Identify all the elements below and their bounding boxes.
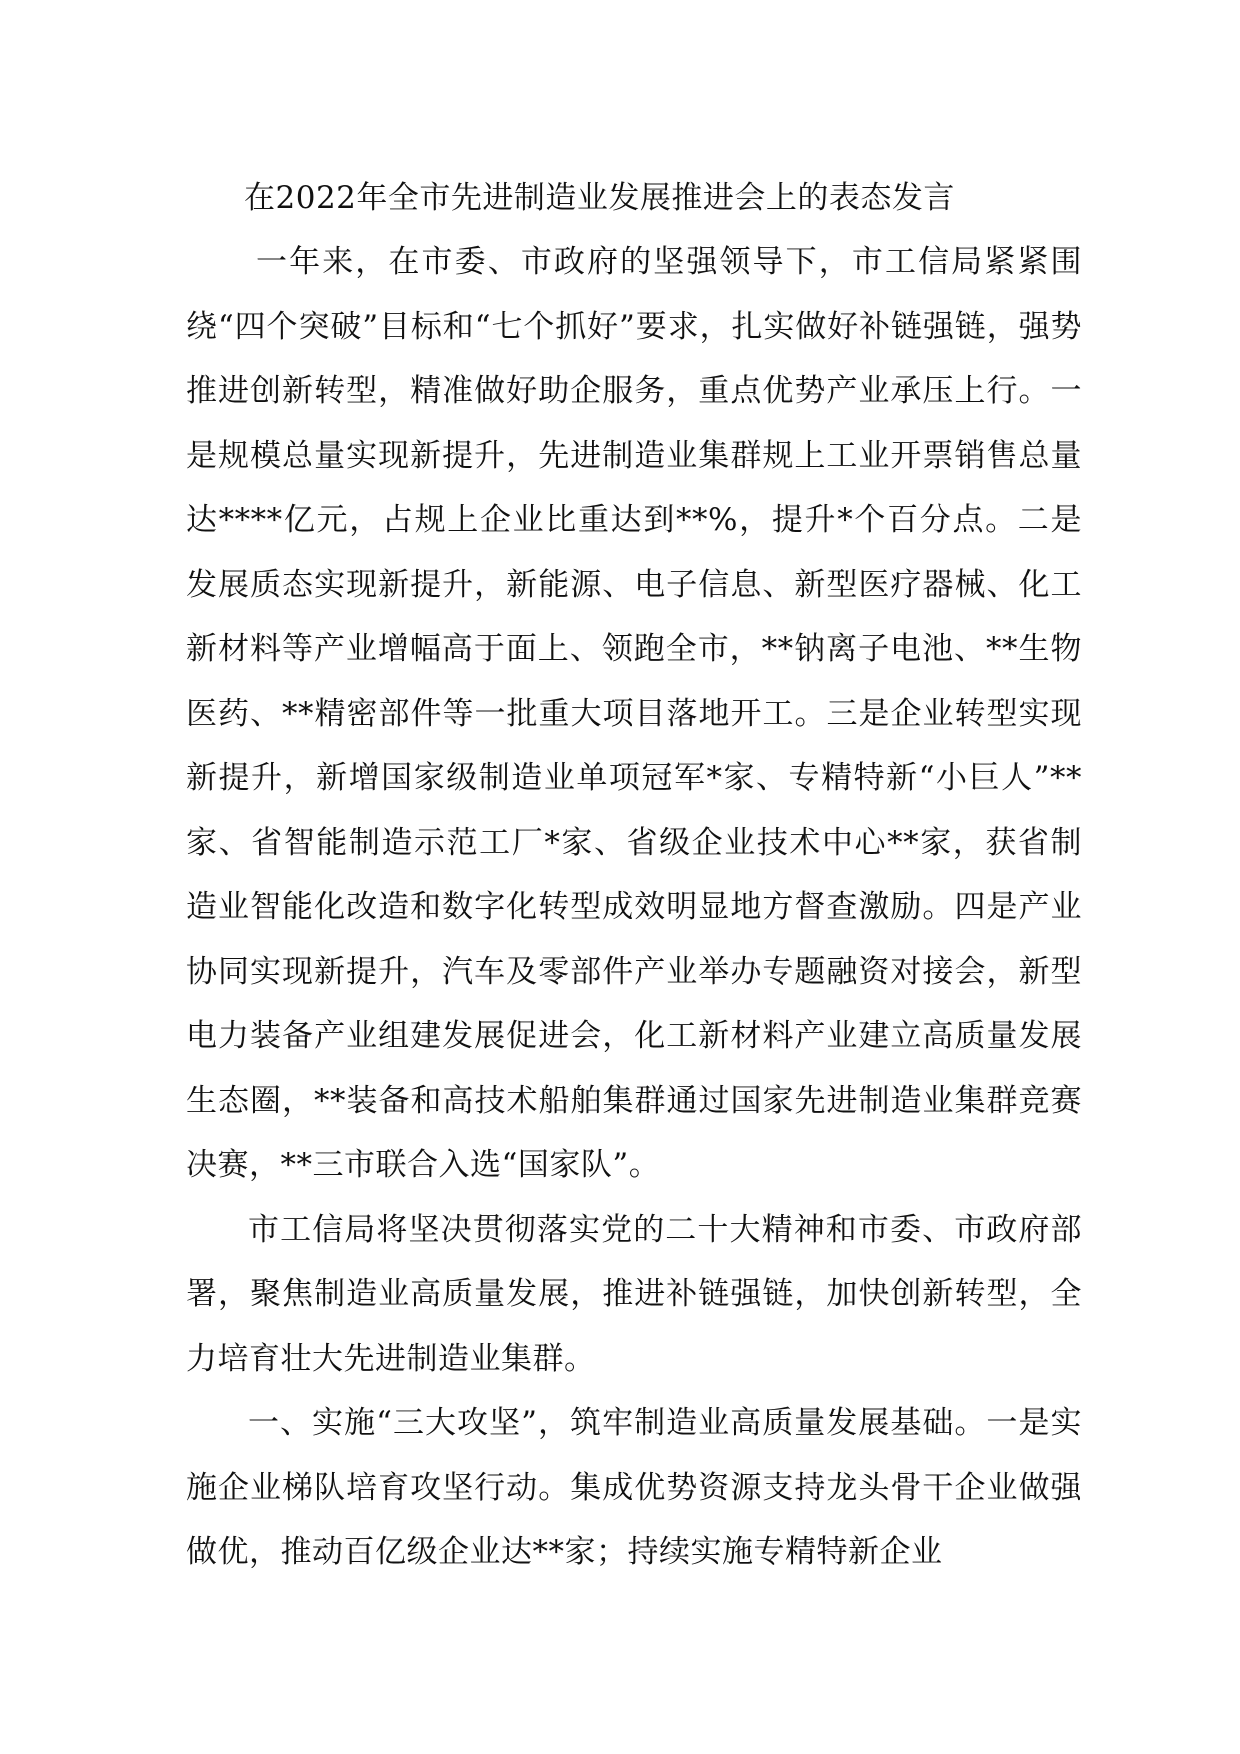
paragraph-section-one: 一、实施“三大攻坚”，筑牢制造业高质量发展基础。一是实施企业梯队培育攻坚行动。集成优势资源支持龙头骨干企业做强做优，推动百亿级企业达**家；持续实施专精特新企业 (186, 1405, 1082, 1570)
paragraph-review: 一年来，在市委、市政府的坚强领导下，市工信局紧紧围绕“四个突破”目标和“七个抓好”要求，扎实做好补链强链，强势推进创新转型，精准做好助企服务，重点优势产业承压上行。一是规模总量实现新提升，先进制造业集群规上工业开票销售总量达****亿元，占规上企业比重达到**%，提升*个百分点。二是发展质态实现新提升，新能源、电子信息、新型医疗器械、化工新材料等产业增幅高于面上、领跑全市，**钠离子电池、**生物医药、**精密部件等一批重大项目落地开工。三是企业转型实现新提升，新增国家级制造业单项冠军*家、专精特新“小巨人”**家、省智能制造示范工厂*家、省级企业技术中心**家，获省制造业智能化改造和数字化转型成效明显地方督查激励。四是产业协同实现新提升，汽车及零部件产业举办专题融资对接会，新型电力装备产业组建发展促进会，化工新材料产业建立高质量发展生态圈，**装备和高技术船舶集群通过国家先进制造业集群竞赛决赛，**三市联合入选“国家队”。 (186, 244, 1082, 1183)
document-title: 在2022年全市先进制造业发展推进会上的表态发言 (244, 180, 955, 216)
paragraph-commitment: 市工信局将坚决贯彻落实党的二十大精神和市委、市政府部署，聚焦制造业高质量发展，推进补链强链，加快创新转型，全力培育壮大先进制造业集群。 (186, 1211, 1082, 1377)
document-body (186, 172, 1082, 1585)
